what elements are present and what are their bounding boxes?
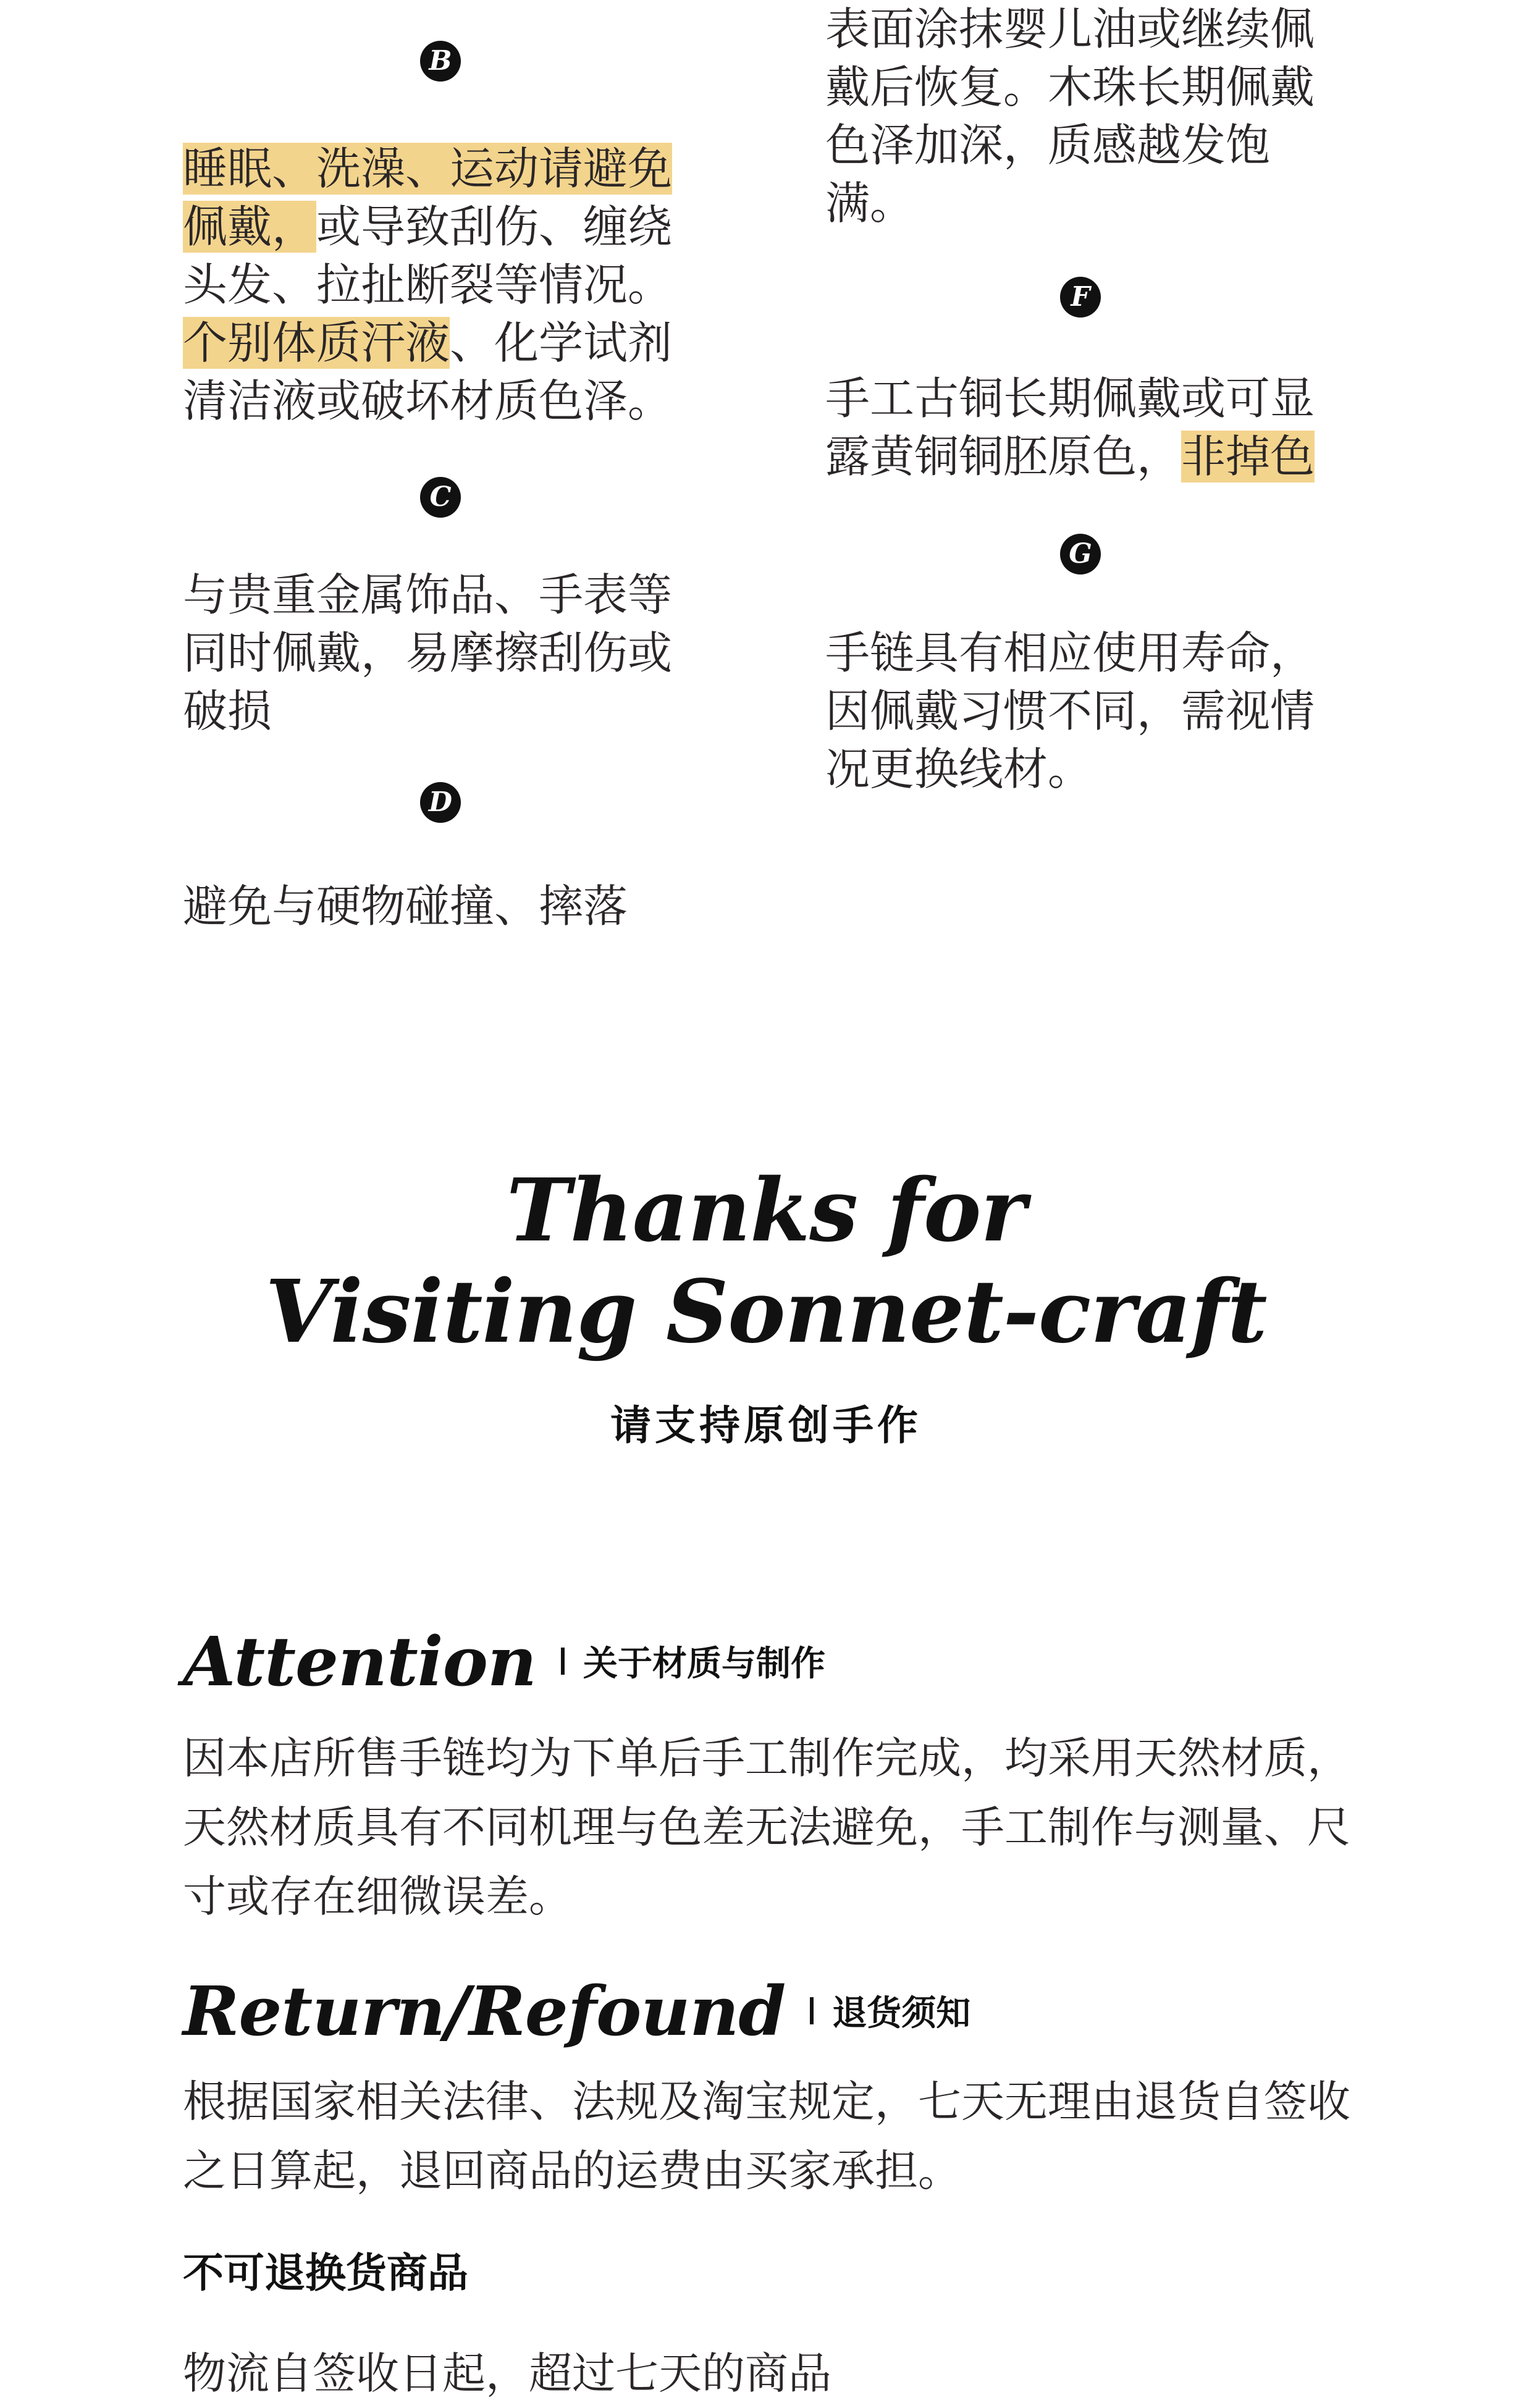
- thanks-line-1: Thanks for: [506, 1160, 1026, 1261]
- badge-f: F: [1060, 277, 1101, 318]
- care-note-e-tail: 表面涂抹婴儿油或继续佩戴后恢复。木珠长期佩戴色泽加深，质感越发饱满。: [825, 3, 1315, 229]
- care-note-f-highlight: 非掉色: [1181, 431, 1315, 482]
- care-note-c: 与贵重金属饰品、手表等同时佩戴，易摩擦刮伤或破损: [183, 569, 673, 737]
- care-note-b-text-1: 或导致刮伤、缠绕头发、拉扯断裂等情况。: [183, 201, 673, 311]
- refund-body: 根据国家相关法律、法规及淘宝规定，七天无理由退货自签收之日算起，退回商品的运费由买家承担。: [183, 2076, 1350, 2196]
- attention-title-cn: 关于材质与制作: [583, 1644, 825, 1684]
- badge-d: D: [420, 782, 461, 823]
- no-return-cut-line: 物流自签收日起，超过七天的商品: [183, 2348, 831, 2399]
- care-note-g: 手链具有相应使用寿命，因佩戴习惯不同，需视情况更换线材。: [825, 627, 1315, 795]
- care-note-b: [183, 140, 714, 430]
- care-note-b-highlight-2: 个别体质汗液: [183, 317, 450, 369]
- refund-title: Return/Refound: [183, 1971, 786, 2051]
- badge-c: C: [420, 477, 461, 518]
- badge-g: G: [1060, 534, 1101, 575]
- refund-title-cn: 退货须知: [832, 1993, 971, 2034]
- attention-divider: [561, 1648, 565, 1675]
- badge-b: B: [420, 41, 461, 82]
- refund-heading: [183, 1971, 970, 2051]
- care-note-b-highlight-1: 睡眠、洗澡、运动请避免佩戴，: [183, 143, 673, 253]
- no-return-heading: 不可退换货商品: [183, 2249, 468, 2297]
- care-note-b-text-2: 、化学试剂清洁液或破坏材质色泽。: [183, 317, 673, 427]
- care-note-f-text: 手工古铜长期佩戴或可显露黄铜铜胚原色，: [825, 373, 1315, 482]
- thanks-subtitle: 请支持原创手作: [610, 1402, 922, 1449]
- thanks-line-2: Visiting Sonnet-craft: [265, 1261, 1267, 1363]
- care-note-f: [825, 369, 1344, 486]
- care-note-d: 避免与硬物碰撞、摔落: [183, 880, 628, 932]
- refund-divider: [810, 1997, 814, 2024]
- attention-heading: [183, 1621, 825, 1701]
- attention-title: Attention: [183, 1621, 536, 1701]
- attention-body: 因本店所售手链均为下单后手工制作完成，均采用天然材质，天然材质具有不同机理与色差无法避免，手工制作与测量、尺寸或存在细微误差。: [183, 1733, 1350, 1922]
